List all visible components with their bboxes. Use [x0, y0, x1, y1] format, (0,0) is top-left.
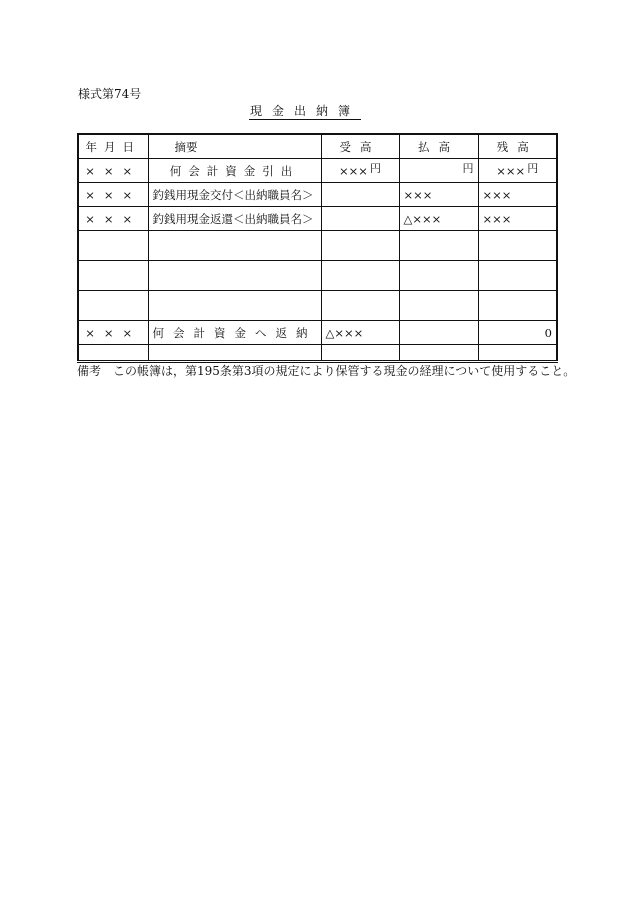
cell-date: ×××: [78, 321, 148, 345]
cell-balance: ×××: [478, 183, 557, 207]
cell-receipt: [321, 183, 399, 207]
table-row: [78, 321, 557, 345]
cell-payment: [399, 159, 478, 183]
document-title: 現金出納簿: [249, 104, 360, 118]
cell-description: [148, 291, 321, 321]
header-description: [148, 134, 321, 159]
header-description-text: 摘要: [174, 139, 198, 154]
cell-payment: [399, 345, 478, 362]
cell-payment: △×××: [399, 207, 478, 231]
cell-balance: 0: [478, 321, 557, 345]
cell-date: [78, 261, 148, 291]
cell-description: [148, 345, 321, 362]
cell-balance: [478, 345, 557, 362]
cell-payment: [399, 321, 478, 345]
table-row: [78, 345, 557, 362]
cell-balance: ×××: [478, 207, 557, 231]
unit-label: 円: [527, 161, 539, 175]
cell-date: ×××: [78, 207, 148, 231]
cell-receipt: ××× 円: [321, 159, 399, 183]
header-date: 年月日: [78, 134, 148, 159]
cell-description: [148, 261, 321, 291]
table-header-row: [78, 134, 557, 159]
cell-payment: [399, 231, 478, 261]
cell-payment: ×××: [399, 183, 478, 207]
header-balance: 残高: [478, 134, 557, 159]
header-receipt: 受高: [321, 134, 399, 159]
form-number: 様式第74号: [78, 87, 142, 101]
remarks-note: 備考 この帳簿は，第195条第3項の規定により保管する現金の経理について使用すること。: [77, 364, 576, 378]
table-row: [78, 231, 557, 261]
cell-balance: [478, 231, 557, 261]
cell-date: ×××: [78, 159, 148, 183]
table-row: [78, 291, 557, 321]
cell-balance: [478, 291, 557, 321]
cell-description: 何会計資金へ返納: [148, 321, 321, 345]
unit-label: 円: [462, 161, 474, 175]
cell-description: 何会計資金引出: [148, 159, 321, 183]
cell-payment: [399, 261, 478, 291]
unit-label: 円: [369, 161, 381, 175]
cell-description: 釣銭用現金交付＜出納職員名＞: [148, 183, 321, 207]
cash-ledger-table: [77, 133, 558, 363]
header-payment: 払高: [399, 134, 478, 159]
cell-date: [78, 345, 148, 362]
cell-receipt: [321, 207, 399, 231]
cell-date: ×××: [78, 183, 148, 207]
table-row: [78, 261, 557, 291]
cell-payment: [399, 291, 478, 321]
cell-receipt: [321, 345, 399, 362]
cell-receipt: [321, 291, 399, 321]
cell-description: 釣銭用現金返還＜出納職員名＞: [148, 207, 321, 231]
table-row: [78, 207, 557, 231]
cell-balance: ××× 円: [478, 159, 557, 183]
cell-balance: [478, 261, 557, 291]
cell-date: [78, 231, 148, 261]
table-row: [78, 183, 557, 207]
cell-description: [148, 231, 321, 261]
cell-date: [78, 291, 148, 321]
cell-receipt: [321, 231, 399, 261]
table-row: [78, 159, 557, 183]
cell-receipt: [321, 261, 399, 291]
cell-receipt: △×××: [321, 321, 399, 345]
